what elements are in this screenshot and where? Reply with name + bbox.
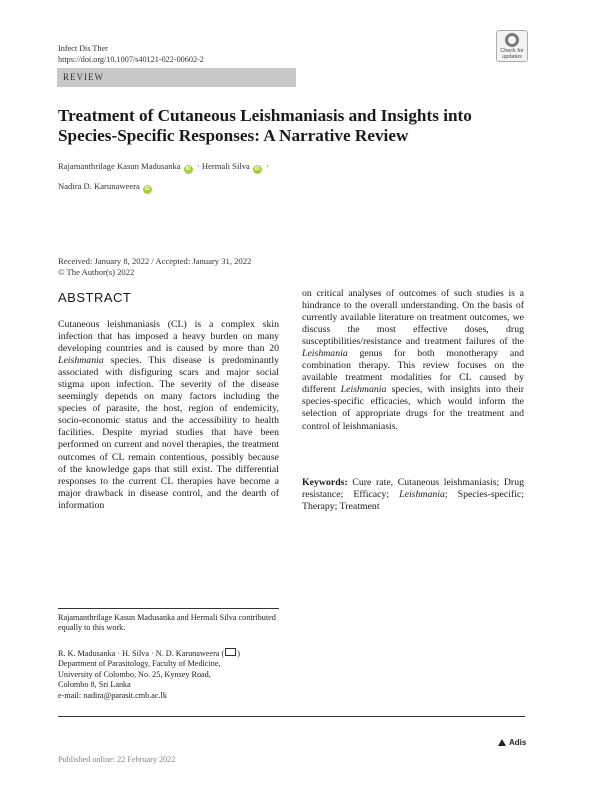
footnote-divider [58,608,279,609]
author-affiliation: R. K. Madusanka · H. Silva · N. D. Karunaweera ( ) Department of Parasitology, Faculty of Medicine, University of Colombo, No. 25, Kynsey Road, Colombo 8, Sri Lanka e-mail: nadira@parasit.cmb.ac.lk [58,648,279,701]
copyright-line: © The Author(s) 2022 [58,267,135,277]
affiliation-department: Department of Parasitology, Faculty of Medicine, [58,659,221,669]
equal-contribution-footnote: Rajamanthrilage Kasun Madusanka and Hermali Silva contributed equally to this work. [58,613,276,633]
abstract-heading: ABSTRACT [58,290,132,305]
orcid-icon[interactable]: iD [185,166,191,172]
orcid-icon[interactable]: iD [254,166,260,172]
author-separator: · [266,161,269,171]
author-separator: · [196,161,200,171]
journal-name: Infect Dis Ther [58,44,108,53]
author-2[interactable]: Hermali Silva [201,161,250,171]
author-3[interactable]: Nadira D. Karunaweera [58,181,140,191]
section-label: REVIEW [63,72,104,82]
keywords: Keywords: Cure rate, Cutaneous leishmaniasis; Drug resistance; Efficacy; Leishmania; Species-specific; Therapy; Treatment [302,477,525,513]
affiliation-city: Colombo 8, Sri Lanka [58,680,131,690]
received-accepted-dates: Received: January 8, 2022 / Accepted: January 31, 2022 [58,256,252,266]
article-dates [58,256,251,278]
keywords-label: Keywords: [302,477,348,488]
orcid-icon[interactable]: iD [144,186,150,192]
envelope-icon[interactable] [225,648,236,656]
abstract-left-column: Cutaneous leishmaniasis (CL) is a complex skin infection that has imposed a heavy burden on many developing countries and is caused by more than 20 Leishmania species. This disease is predominantly associated with disfiguring scars and major social stigma upon infection. The severity of the disease seemingly depends on many factors including the species of parasite, the host, region of endemicity, socio-economic status and the accessibility to health facilities. Despite myriad studies that have been performed on current and novel therapies, the treatment outcomes of CL remain contentious, possibly because of the knowledge gaps that still exist. The differential responses to the current CL therapies have become a major drawback in disease control, and the dearth of information [58,319,279,511]
abstract-right-column: on critical analyses of outcomes of such studies is a hindrance to the overall understanding. On the basis of currently available literature on treatment outcomes, we discuss the most effective doses, drug susceptibilities/resistance and treatment failures of the Leishmania genus for both monotherapy and combination therapy. This review focuses on the available treatment modalities for CL caused by different Leishmania species, with insights into their species-specific efficacies, which would inform the selection of appropriate drugs for the treatment and control of leishmaniasis. [302,288,524,432]
update-ring-icon [505,33,519,47]
article-title: Treatment of Cutaneous Leishmaniasis and Insights into Species-Specific Responses: A Narrative Review [58,106,472,145]
affiliation-names: R. K. Madusanka · H. Silva · N. D. Karunaweera ( [58,649,225,658]
footer-divider [58,716,525,717]
doi-link[interactable]: https://doi.org/10.1007/s40121-022-00602-2 [58,55,204,64]
author-1[interactable]: Rajamanthrilage Kasun Madusanka [58,161,181,171]
check-updates-label: Check for updates [500,47,524,60]
publisher-logo: Adis [498,738,526,747]
section-label-bar [57,68,296,87]
journal-header [58,43,204,65]
published-online: Published online: 22 February 2022 [58,755,176,764]
corresponding-email[interactable]: e-mail: nadira@parasit.cmb.ac.lk [58,690,167,700]
adis-logo-icon [498,739,506,746]
author-list [58,156,478,196]
affiliation-university: University of Colombo, No. 25, Kynsey Road, [58,669,211,679]
check-for-updates-badge[interactable] [496,30,528,62]
